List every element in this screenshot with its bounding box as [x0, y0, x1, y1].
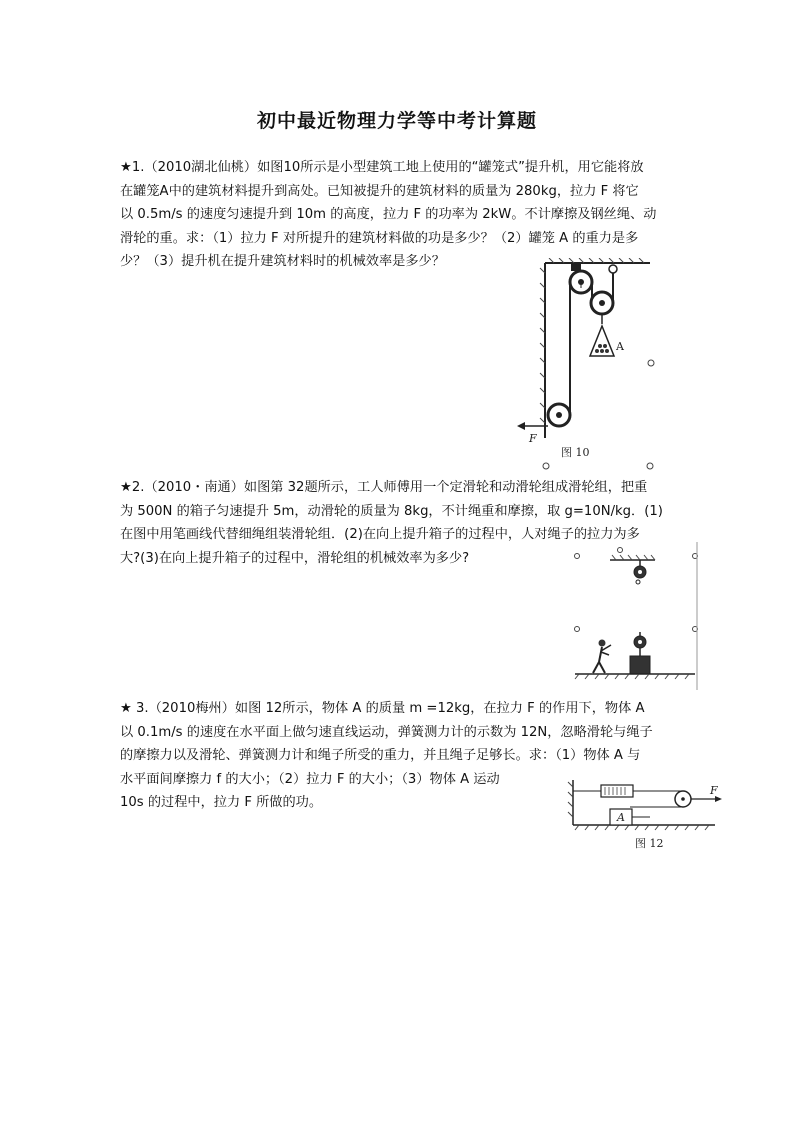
page-title: 初中最近物理力学等中考计算题 [256, 110, 537, 132]
question-3-line: ★ 3.（2010梅州）如图 12所示，物体 A 的质量 m =12kg，在拉力 F 的作用下，物体 A [120, 701, 645, 716]
question-1-line: 少？（3）提升机在提升建筑材料时的机械效率是多少？ [120, 254, 445, 269]
figure-12-label-a: A [617, 811, 625, 824]
question-2-line: 大?(3)在向上提升箱子的过程中，滑轮组的机械效率为多少? [120, 550, 470, 566]
question-1-line: 以 0.5m/s 的速度匀速提升到 10m 的高度，拉力 F 的功率为 2kW。不计摩擦及钢丝绳、动 [120, 207, 657, 222]
question-3-line: 水平面间摩擦力 f 的大小；（2）拉力 F 的大小；（3）物体 A 运动 [120, 771, 500, 787]
figure-12-spring-scale-diagram [565, 772, 725, 852]
question-3-line: 10s 的过程中，拉力 F 所做的功。 [120, 795, 323, 810]
figure-10-caption: 图 10 [561, 446, 590, 459]
question-1 [120, 156, 656, 274]
figure-10-label-a: A [616, 340, 624, 353]
question-1-line: 在罐笼A中的建筑材料提升到高处。已知被提升的建筑材料的质量为 280kg，拉力 F 将它 [120, 183, 639, 199]
figure-12-label-f: F [710, 784, 718, 797]
question-2-line: ★2.（2010・南通）如图第 32题所示，工人师傅用一个定滑轮和动滑轮组成滑轮组，把重 [120, 480, 648, 495]
question-2-line: 为 500N 的箱子匀速提升 5m，动滑轮的质量为 8kg，不计绳重和摩擦，取 g=10N/kg．(1) [120, 503, 663, 519]
question-2-line: 在图中用笔画线代替细绳组装滑轮组．(2)在向上提升箱子的过程中，人对绳子的拉力为多 [120, 527, 640, 542]
figure-32-pulley-worker-diagram [565, 542, 700, 692]
figure-12-caption: 图 12 [635, 837, 664, 850]
figure-10-hoist-diagram [505, 258, 670, 470]
figure-10-label-f: F [529, 432, 537, 445]
question-3-line: 以 0.1m/s 的速度在水平面上做匀速直线运动，弹簧测力计的示数为 12N，忽略滑轮与绳子 [120, 724, 653, 740]
question-3-line: 的摩擦力以及滑轮、弹簧测力计和绳子所受的重力，并且绳子足够长。求：（1）物体 A 与 [120, 748, 641, 763]
question-1-line: ★1.（2010湖北仙桃）如图10所示是小型建筑工地上使用的“罐笼式”提升机，用它能将放 [120, 160, 644, 175]
question-1-line: 滑轮的重。求：（1）拉力 F 对所提升的建筑材料做的功是多少？（2）罐笼 A 的重力是多 [120, 230, 639, 246]
